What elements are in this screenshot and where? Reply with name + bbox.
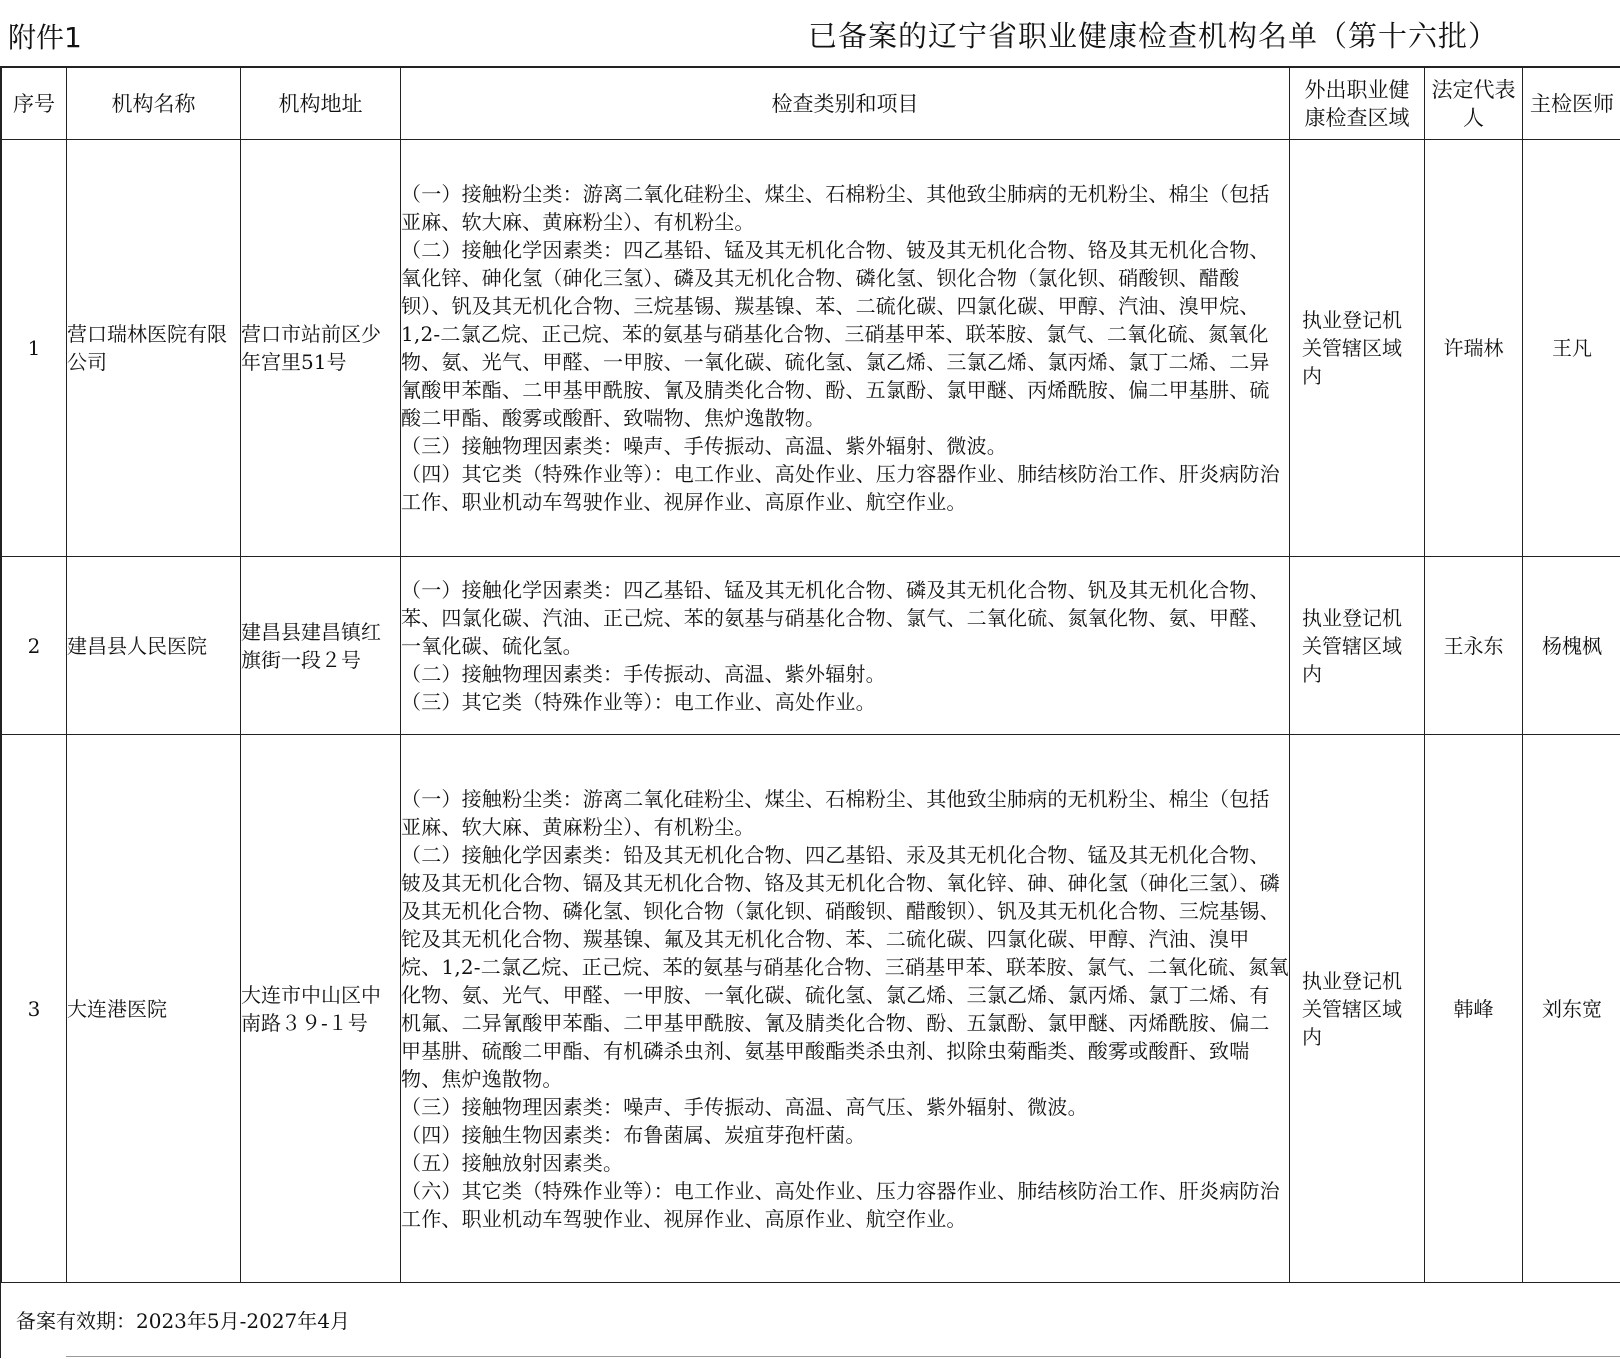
row-region: 执业登记机关管辖区域内 bbox=[1290, 557, 1425, 735]
row-legal-rep: 韩峰 bbox=[1425, 735, 1523, 1283]
row-name: 营口瑞林医院有限公司 bbox=[67, 140, 241, 557]
validity-footer: 备案有效期：2023年5月-2027年4月 bbox=[16, 1309, 351, 1333]
roster-table bbox=[1, 67, 1620, 1283]
item-line: （二）接触物理因素类：手传振动、高温、紫外辐射。 bbox=[401, 661, 886, 686]
item-line: （五）接触放射因素类。 bbox=[401, 1150, 624, 1175]
row-seq: 2 bbox=[2, 557, 67, 735]
item-line: （六）其它类（特殊作业等）：电工作业、高处作业、压力容器作业、肺结核防治工作、肝炎病防治工作、职业机动车驾驶作业、视屏作业、高原作业、航空作业。 bbox=[401, 1178, 1280, 1231]
header-legal-rep: 法定代表人 bbox=[1425, 68, 1523, 140]
row-address: 建昌县建昌镇红旗街一段２号 bbox=[241, 557, 401, 735]
header-doctor: 主检医师 bbox=[1523, 68, 1620, 140]
row-name: 大连港医院 bbox=[67, 735, 241, 1283]
roster-sheet bbox=[0, 66, 1620, 1358]
item-line: （一）接触粉尘类：游离二氧化硅粉尘、煤尘、石棉粉尘、其他致尘肺病的无机粉尘、棉尘（包括亚麻、软大麻、黄麻粉尘）、有机粉尘。 bbox=[401, 786, 1270, 839]
header-address: 机构地址 bbox=[241, 68, 401, 140]
item-line: （二）接触化学因素类：铅及其无机化合物、四乙基铅、汞及其无机化合物、锰及其无机化合物、铍及其无机化合物、镉及其无机化合物、铬及其无机化合物、氧化锌、砷、砷化氢（砷化三氢）、磷及其无机化合物、磷化氢、钡化合物（氯化钡、硝酸钡、醋酸钡）、钒及其无机化合物、三烷基锡、铊及其无机化合物、羰基镍、氟及其无机化合物、苯、二硫化碳、四氯化碳、甲醇、汽油、溴甲烷、1,2-二氯乙烷、正己烷、苯的氨基与硝基化合物、三硝基甲苯、联苯胺、氯气、二氧化硫、氮氧化物、氨、光气、甲醛、一甲胺、一氧化碳、硫化氢、氯乙烯、三氯乙烯、氯丙烯、氯丁二烯、有机氟、二异氰酸甲苯酯、二甲基甲酰胺、氰及腈类化合物、酚、五氯酚、氯甲醚、丙烯酰胺、偏二甲基肼、硫酸二甲酯、有机磷杀虫剂、氨基甲酸酯类杀虫剂、拟除虫菊酯类、酸雾或酸酐、致喘物、焦炉逸散物。 bbox=[401, 842, 1289, 1091]
row-doctor: 王凡 bbox=[1523, 140, 1620, 557]
header-row bbox=[2, 68, 1620, 140]
item-line: （一）接触粉尘类：游离二氧化硅粉尘、煤尘、石棉粉尘、其他致尘肺病的无机粉尘、棉尘（包括亚麻、软大麻、黄麻粉尘）、有机粉尘。 bbox=[401, 182, 1270, 234]
item-line: （四）其它类（特殊作业等）：电工作业、高处作业、压力容器作业、肺结核防治工作、肝炎病防治工作、职业机动车驾驶作业、视屏作业、高原作业、航空作业。 bbox=[401, 462, 1280, 514]
row-region: 执业登记机关管辖区域内 bbox=[1290, 735, 1425, 1283]
header-items: 检查类别和项目 bbox=[401, 68, 1290, 140]
item-line: （一）接触化学因素类：四乙基铅、锰及其无机化合物、磷及其无机化合物、钒及其无机化合物、苯、四氯化碳、汽油、正己烷、苯的氨基与硝基化合物、氯气、二氧化硫、氮氧化物、氨、甲醛、一氧化碳、硫化氢。 bbox=[401, 577, 1270, 658]
row-items bbox=[401, 557, 1290, 735]
row-seq: 3 bbox=[2, 735, 67, 1283]
item-line: （三）接触物理因素类：噪声、手传振动、高温、紫外辐射、微波。 bbox=[401, 434, 1007, 458]
item-line: （四）接触生物因素类：布鲁菌属、炭疽芽孢杆菌。 bbox=[401, 1122, 866, 1147]
item-line: （三）其它类（特殊作业等）：电工作业、高处作业。 bbox=[401, 689, 876, 714]
header-seq: 序号 bbox=[2, 68, 67, 140]
row-address: 营口市站前区少年宫里51号 bbox=[241, 140, 401, 557]
document-title: 已备案的辽宁省职业健康检查机构名单（第十六批） bbox=[808, 19, 1499, 53]
row-address: 大连市中山区中南路３９-１号 bbox=[241, 735, 401, 1283]
row-doctor: 杨槐枫 bbox=[1523, 557, 1620, 735]
row-items bbox=[401, 140, 1290, 557]
header-region: 外出职业健康检查区域 bbox=[1290, 68, 1425, 140]
row-seq: 1 bbox=[2, 140, 67, 557]
item-line: （二）接触化学因素类：四乙基铅、锰及其无机化合物、铍及其无机化合物、铬及其无机化合物、氧化锌、砷化氢（砷化三氢）、磷及其无机化合物、磷化氢、钡化合物（氯化钡、硝酸钡、醋酸钡）、钒及其无机化合物、三烷基锡、羰基镍、苯、二硫化碳、四氯化碳、甲醇、汽油、溴甲烷、1,2-二氯乙烷、正己烷、苯的氨基与硝基化合物、三硝基甲苯、联苯胺、氯气、二氧化硫、氮氧化物、氨、光气、甲醛、一甲胺、一氧化碳、硫化氢、氯乙烯、三氯乙烯、氯丙烯、氯丁二烯、二异氰酸甲苯酯、二甲基甲酰胺、氰及腈类化合物、酚、五氯酚、氯甲醚、丙烯酰胺、偏二甲基肼、硫酸二甲酯、酸雾或酸酐、致喘物、焦炉逸散物。 bbox=[401, 238, 1270, 430]
row-legal-rep: 王永东 bbox=[1425, 557, 1523, 735]
header-name: 机构名称 bbox=[67, 68, 241, 140]
item-line: （三）接触物理因素类：噪声、手传振动、高温、高气压、紫外辐射、微波。 bbox=[401, 1094, 1088, 1119]
attachment-label: 附件1 bbox=[8, 21, 82, 54]
table-row bbox=[2, 735, 1620, 1283]
row-legal-rep: 许瑞林 bbox=[1425, 140, 1523, 557]
row-region: 执业登记机关管辖区域内 bbox=[1290, 140, 1425, 557]
table-row bbox=[2, 557, 1620, 735]
table-row bbox=[2, 140, 1620, 557]
row-name: 建昌县人民医院 bbox=[67, 557, 241, 735]
row-doctor: 刘东宽 bbox=[1523, 735, 1620, 1283]
row-items bbox=[401, 735, 1290, 1283]
footer-divider bbox=[66, 1356, 1620, 1357]
